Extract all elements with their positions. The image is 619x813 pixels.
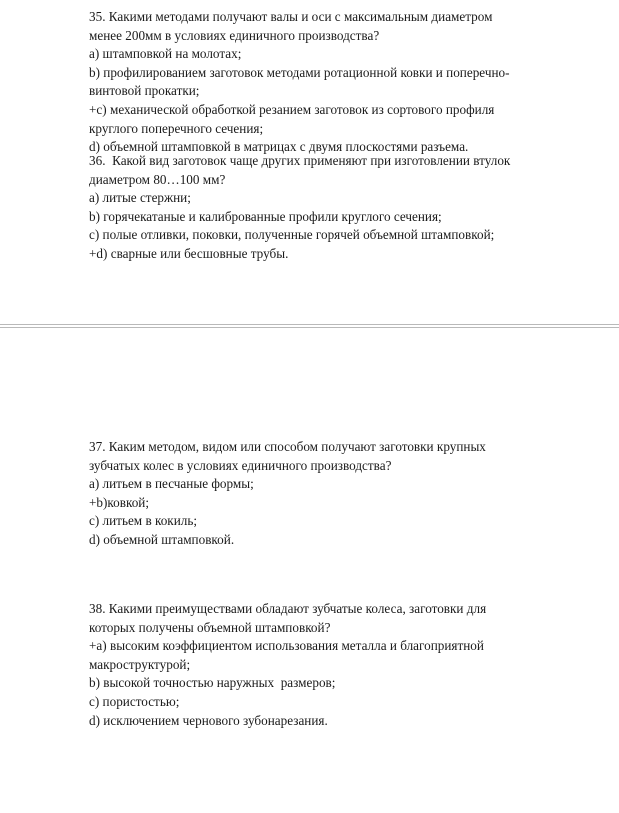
question-36-option-a: a) литые стержни; (89, 190, 191, 206)
question-37-prompt-line-1: 37. Каким методом, видом или способом получают заготовки крупных (89, 439, 486, 454)
question-36-prompt-line-1: 36. Какой вид заготовок чаще других применяют при изготовлении втулок (89, 153, 511, 168)
question-38-option-a: +a) высоким коэффициентом использования металла и благоприятной (89, 638, 484, 654)
question-36-prompt-line-2: диаметром 80…100 мм? (89, 171, 226, 187)
page-sheet-top (0, 0, 619, 325)
question-38-option-c: c) пористостью; (89, 693, 180, 709)
question-36-option-d: +d) сварные или бесшовные трубы. (89, 245, 289, 261)
question-35-block (89, 8, 593, 157)
question-37-option-a: a) литьем в песчаные формы; (89, 476, 254, 492)
question-35-option-c: +c) механической обработкой резанием заготовок из сортового профиля (89, 101, 495, 117)
question-35-option-b-cont: винтовой прокатки; (89, 83, 200, 99)
question-37-option-d: d) объемной штамповкой. (89, 531, 235, 547)
question-38-option-b: b) высокой точностью наружных размеров; (89, 675, 336, 691)
question-35-prompt-line-2: менее 200мм в условиях единичного производства? (89, 27, 380, 43)
question-38-option-a-cont: макроструктурой; (89, 656, 191, 672)
question-37-block (89, 438, 593, 550)
question-35-option-b: b) профилированием заготовок методами ротационной ковки и поперечно- (89, 64, 510, 80)
question-35-option-d: d) объемной штамповкой в матрицах с двумя плоскостями разъема. (89, 139, 469, 155)
question-37-option-c: c) литьем в кокиль; (89, 513, 198, 529)
question-36-option-c: c) полые отливки, поковки, полученные горячей объемной штамповкой; (89, 227, 495, 243)
question-38-prompt-line-2: которых получены объемной штамповкой? (89, 619, 331, 635)
question-35-option-a: a) штамповкой на молотах; (89, 46, 242, 62)
question-38-option-d: d) исключением чернового зубонарезания. (89, 712, 328, 728)
question-38-prompt-line-1: 38. Какими преимуществами обладают зубчатые колеса, заготовки для (89, 601, 487, 616)
page-sheet-bottom (0, 327, 619, 813)
question-37-option-b: +b)ковкой; (89, 494, 150, 510)
question-35-prompt-line-1: 35. Какими методами получают валы и оси с максимальным диаметром (89, 9, 493, 24)
question-36-block (89, 152, 593, 264)
question-35-option-c-cont: круглого поперечного сечения; (89, 120, 264, 136)
question-37-prompt-line-2: зубчатых колес в условиях единичного производства? (89, 457, 392, 473)
question-36-option-b: b) горячекатаные и калиброванные профили круглого сечения; (89, 208, 442, 224)
question-38-block (89, 600, 593, 730)
